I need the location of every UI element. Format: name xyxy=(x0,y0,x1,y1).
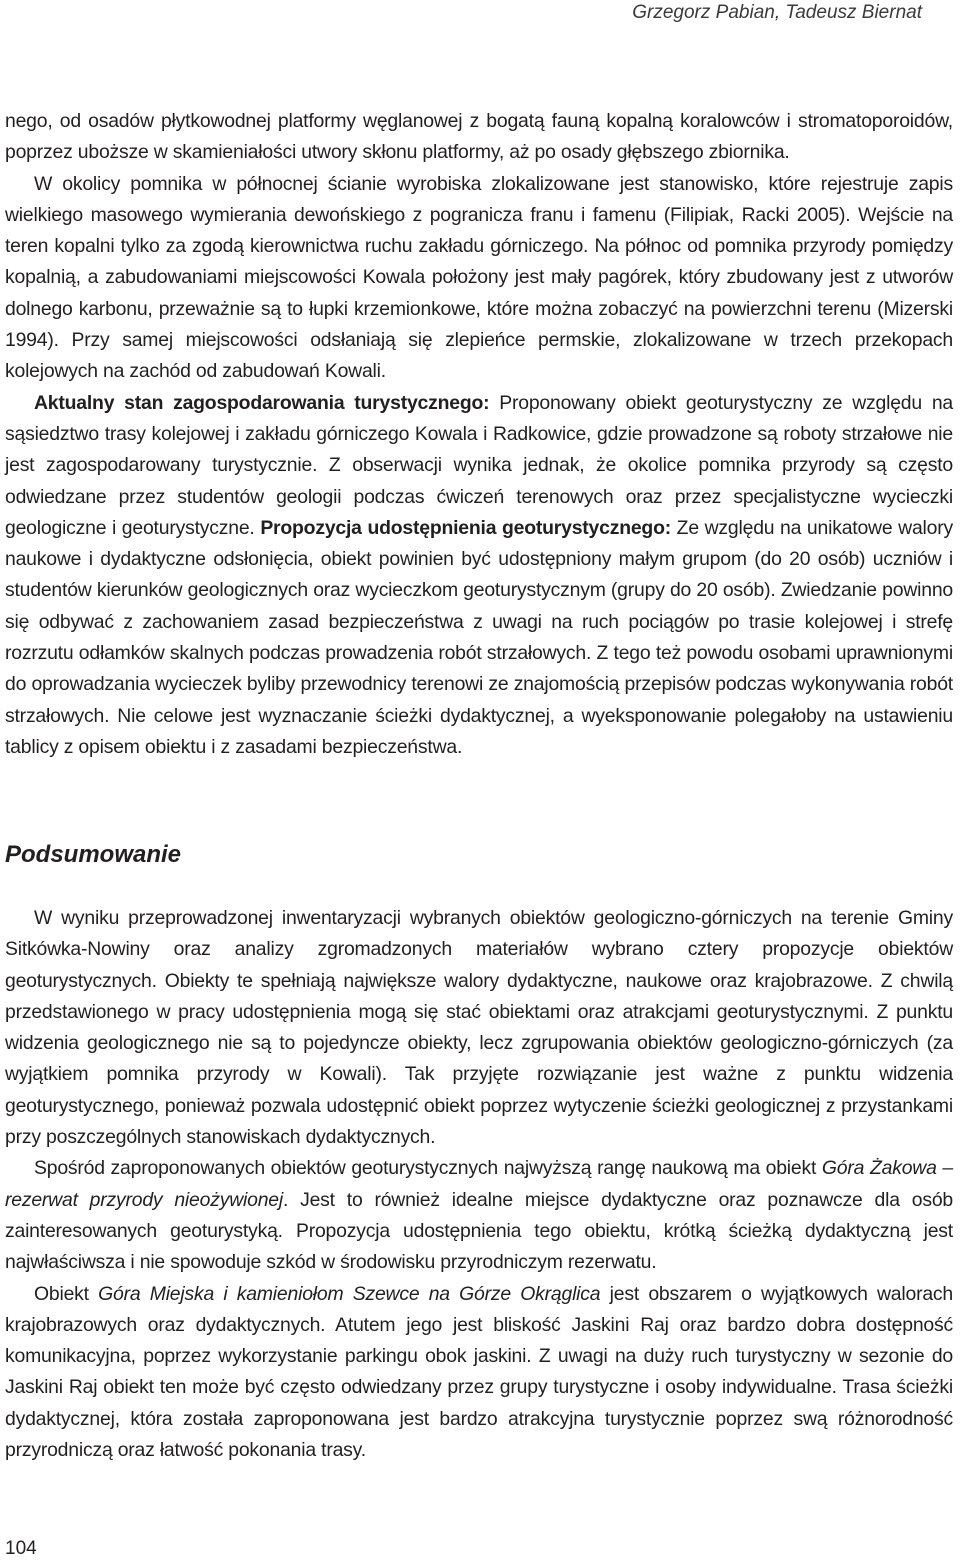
paragraph-tourism xyxy=(5,388,953,764)
main-text-block xyxy=(5,106,953,763)
summary-paragraph-2 xyxy=(5,1153,953,1278)
label-current-state: Aktualny stan zagospodarowania turystycznego: xyxy=(34,391,490,414)
label-proposal: Propozycja udostępnienia geoturystycznego: xyxy=(260,516,671,539)
text-current-state: Proponowany obiekt geoturystyczny ze względu na sąsiedztwo trasy kolejowej i zakładu górniczego Kowala i Radkowice, gdzie prowadzone są roboty strzałowe nie jest zagospodarowany turystycznie. Z obserwacji wynika jednak, że okolice pomnika przyrody są często odwiedzane przez studentów geologii podczas ćwiczeń terenowych oraz przez specjalistyczne wycieczki geologiczne i geoturystyczne. xyxy=(5,391,953,539)
summary-p2-text-a: Spośród zaproponowanych obiektów geoturystycznych najwyższą rangę naukową ma obiekt xyxy=(34,1157,822,1180)
summary-p2-object-name: Góra Żakowa – rezerwat przyrody nieożywionej xyxy=(5,1157,953,1211)
page-number: 104 xyxy=(5,1538,37,1559)
section-heading-summary: Podsumowanie xyxy=(5,841,182,868)
paragraph-location: W okolicy pomnika w północnej ścianie wyrobiska zlokalizowane jest stanowisko, które rejestruje zapis wielkiego masowego wymierania dewońskiego z pogranicza franu i famenu (Filipiak, Racki 2005). Wejście na teren kopalni tylko za zgodą kierownictwa ruchu zakładu górniczego. Na północ od pomnika przyrody pomiędzy kopalnią, a zabudowaniami miejscowości Kowala położony jest mały pagórek, który zbudowany jest z utworów dolnego karbonu, przeważnie są to łupki krzemionkowe, które można zobaczyć na powierzchni terenu (Mizerski 1994). Przy samej miejscowości odsłaniają się zlepieńce permskie, zlokalizowane w trzech przekopach kolejowych na zachód od zabudowań Kowali. xyxy=(5,172,953,383)
running-header-authors: Grzegorz Pabian, Tadeusz Biernat xyxy=(632,2,922,23)
summary-p2-text-b: . Jest to również idealne miejsce dydaktyczne oraz poznawcze dla osób zainteresowanych geoturystyką. Propozycja udostępnienia tego obiektu, krótką ścieżką dydaktyczną jest najwłaściwsza i nie spowoduje szkód w środowisku przyrodniczym rezerwatu. xyxy=(5,1188,953,1274)
summary-p3-text-b: jest obszarem o wyjątkowych walorach krajobrazowych oraz dydaktycznych. Atutem jego jest bliskość Jaskini Raj oraz bardzo dobra dostępność komunikacyjna, poprzez wykorzystanie parkingu obok jaskini. Z uwagi na duży ruch turystyczny w sezonie do Jaskini Raj obiekt ten może być często odwiedzany przez grupy turystyczne i osoby indywidualne. Trasa ścieżki dydaktycznej, która została zaproponowana jest bardzo atrakcyjna turystycznie poprzez swą różnorodność przyrodniczą oraz łatwość pokonania trasy. xyxy=(5,1282,953,1462)
summary-p3-text-a: Obiekt xyxy=(34,1282,99,1305)
text-proposal: Ze względu na unikatowe walory naukowe i dydaktyczne odsłonięcia, obiekt powinien być udostępniony małym grupom (do 20 osób) uczniów i studentów kierunków geologicznych oraz wycieczkom geoturystycznym (grupy do 20 osób). Zwiedzanie powinno się odbywać z zachowaniem zasad bezpieczeństwa z uwagi na ruch pociągów po trasie kolejowej i strefę rozrzutu odłamków skalnych podczas prowadzenia robót strzałowych. Z tego też powodu osobami uprawnionymi do oprowadzania wycieczek byliby przewodnicy terenowi ze znajomością przepisów podczas wykonywania robót strzałowych. Nie celowe jest wyznaczanie ścieżki dydaktycznej, a wyeksponowanie polegałoby na ustawieniu tablicy z opisem obiektu i z zasadami bezpieczeństwa. xyxy=(5,516,953,758)
summary-p3-object-name: Góra Miejska i kamieniołom Szewce na Górze Okrąglica xyxy=(98,1282,601,1305)
summary-paragraph-1: W wyniku przeprowadzonej inwentaryzacji wybranych obiektów geologiczno-górniczych na terenie Gminy Sitkówka-Nowiny oraz analizy zgromadzonych materiałów wybrano cztery propozycje obiektów geoturystycznych. Obiekty te spełniają największe walory dydaktyczne, naukowe oraz krajobrazowe. Z chwilą przedstawionego w pracy udostępnienia mogą się stać obiektami oraz atrakcjami geoturystycznymi. Z punktu widzenia geologicznego nie są to pojedyncze obiekty, lecz zgrupowania obiektów geologiczno-górniczych (za wyjątkiem pomnika przyrody w Kowali). Tak przyjęte rozwiązanie jest ważne z punktu widzenia geoturystycznego, ponieważ pozwala udostępnić obiekt poprzez wytyczenie ścieżki geologicznej z przystankami przy poszczególnych stanowiskach dydaktycznych. xyxy=(5,907,953,1149)
summary-paragraph-3 xyxy=(5,1279,953,1467)
paragraph-continuation: nego, od osadów płytkowodnej platformy węglanowej z bogatą fauną kopalną koralowców i stromatoporoidów, poprzez uboższe w skamieniałości utwory skłonu platformy, aż po osady głębszego zbiornika. xyxy=(5,110,953,164)
summary-text-block xyxy=(5,903,953,1466)
